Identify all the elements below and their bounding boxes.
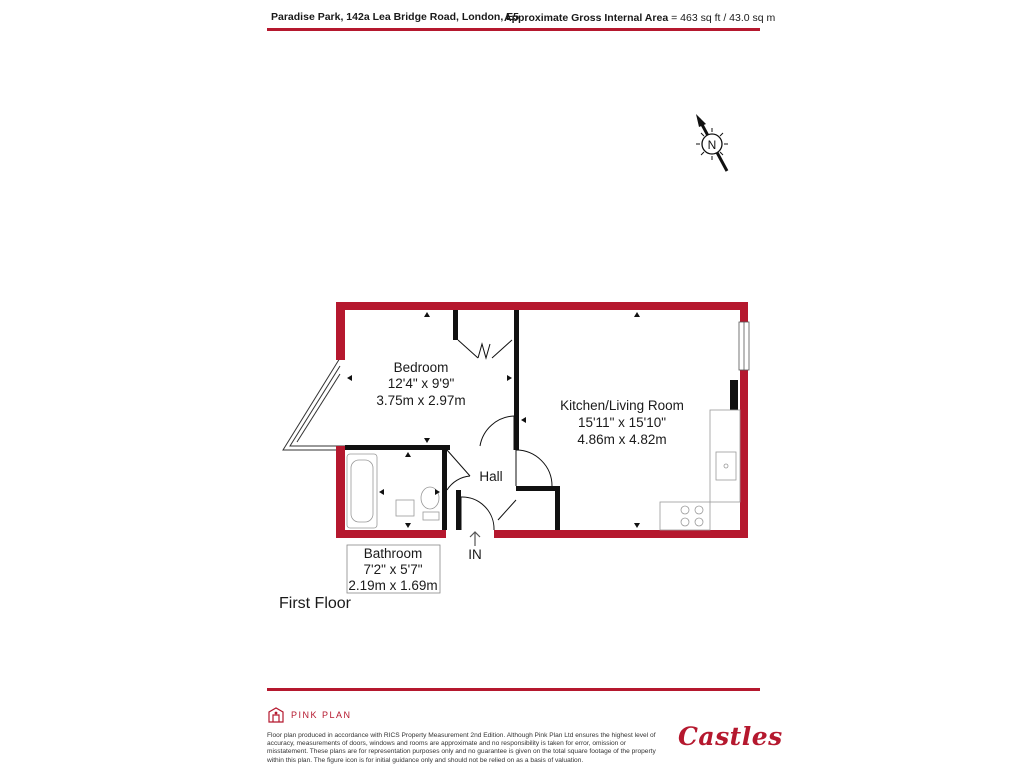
- pink-plan-brand: [267, 706, 352, 724]
- entrance-label: IN: [468, 547, 482, 562]
- area-label: Approximate Gross Internal Area: [504, 12, 669, 24]
- property-address: Paradise Park, 142a Lea Bridge Road, London, E5: [271, 11, 520, 23]
- bathroom-metric: 2.19m x 1.69m: [348, 578, 438, 593]
- area-value: = 463 sq ft / 43.0 sq m: [668, 12, 776, 24]
- kitchen-imperial: 15'11" x 15'10": [577, 415, 667, 430]
- entrance-arrow: [470, 532, 480, 546]
- bathroom-imperial: 7'2" x 5'7": [363, 562, 423, 577]
- bedroom-name: Bedroom: [393, 360, 449, 375]
- agent-logo: Castles: [678, 722, 783, 751]
- radiator: [730, 380, 738, 410]
- north-compass-icon: [696, 114, 728, 171]
- floor-label: First Floor: [279, 595, 351, 612]
- pink-plan-text: PINK PLAN: [291, 710, 352, 720]
- kitchen-metric: 4.86m x 4.82m: [577, 432, 667, 447]
- compass-letter: N: [707, 138, 717, 152]
- footer-rule: [267, 688, 760, 691]
- bay-window: [283, 358, 345, 450]
- bedroom-imperial: 12'4" x 9'9": [387, 376, 455, 391]
- disclaimer: Floor plan produced in accordance with RICS Property Measurement 2nd Edition. Although Pink Plan Ltd ensures the highest level of accuracy, measurements of doors, windows and rooms are approximate and no responsibility is taken for error, omission or misstatement. These plans are for representation purposes only and no guarantee is given on the total square footage of the property within this plan. The figure icon is for initial guidance only and should not be relied on as a basis of valuation.: [267, 732, 656, 764]
- bathroom-name: Bathroom: [363, 546, 423, 561]
- pink-plan-logo-icon: [267, 706, 285, 724]
- kitchen-name: Kitchen/Living Room: [560, 398, 684, 413]
- bedroom-metric: 3.75m x 2.97m: [376, 393, 466, 408]
- hall-name: Hall: [479, 469, 503, 484]
